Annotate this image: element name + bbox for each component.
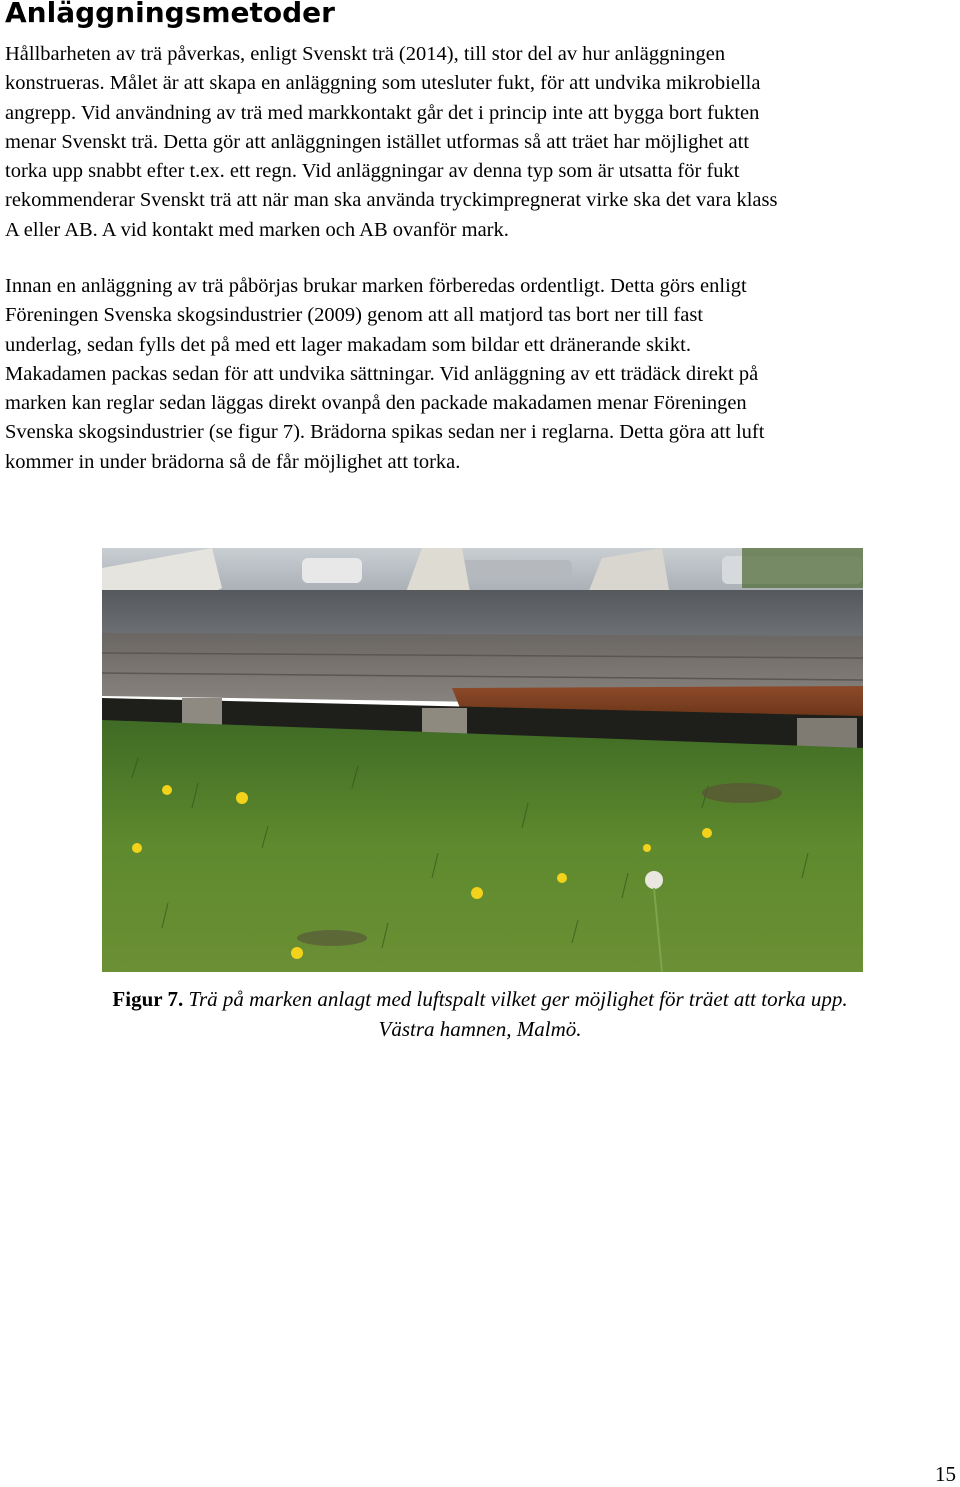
paragraph-line: menar Svenskt trä. Detta gör att anläggningen istället utformas så att träet har möjlighet att [5,130,750,153]
paragraph-line: rekommenderar Svenskt trä att när man ska använda tryckimpregnerat virke ska det vara klass [5,189,778,212]
paragraph-line: underlag, sedan fylls det på med ett lager makadam som bildar ett dränerande skikt. [5,333,691,356]
paragraph-line: Makadamen packas sedan för att undvika sättningar. Vid anläggning av ett trädäck direkt på [5,362,759,385]
paragraph-line: konstrueras. Målet är att skapa en anläggning som utesluter fukt, för att undvika mikrobiella [5,72,761,95]
paragraph-1 [5,40,960,245]
caption-label: Figur 7. [112,987,184,1011]
wooden-deck-photo [102,548,863,972]
paragraph-2 [5,272,960,477]
figure-caption [0,984,960,1044]
section-heading: Anläggningsmetoder [5,0,335,29]
paragraph-line: A eller AB. A vid kontakt med marken och AB ovanför mark. [5,218,509,241]
paragraph-line: kommer in under brädorna så de får möjlighet att torka. [5,450,461,473]
paragraph-line: Svenska skogsindustrier (se figur 7). Brädorna spikas sedan ner i reglarna. Detta göra att luft [5,421,765,444]
caption-line-1 [0,984,960,1014]
paragraph-line: Föreningen Svenska skogsindustrier (2009) genom att all matjord tas bort ner till fast [5,304,704,327]
paragraph-line: marken kan reglar sedan läggas direkt ovanpå den packade makadamen menar Föreningen [5,392,747,415]
page-number: 15 [935,1462,956,1486]
caption-line-2: Västra hamnen, Malmö. [378,1017,582,1041]
paragraph-line: torka upp snabbt efter t.ex. ett regn. Vid anläggningar av denna typ som är utsatta för fukt [5,160,740,183]
caption-text: Trä på marken anlagt med luftspalt vilket ger möjlighet för träet att torka upp. [188,987,848,1011]
paragraph-line: Hållbarheten av trä påverkas, enligt Svenskt trä (2014), till stor del av hur anläggningen [5,43,726,65]
paragraph-line: angrepp. Vid användning av trä med markkontakt går det i princip inte att bygga bort fukten [5,101,760,124]
figure-photo [102,548,863,972]
paragraph-line: Innan en anläggning av trä påbörjas brukar marken förberedas ordentligt. Detta görs enligt [5,275,747,297]
